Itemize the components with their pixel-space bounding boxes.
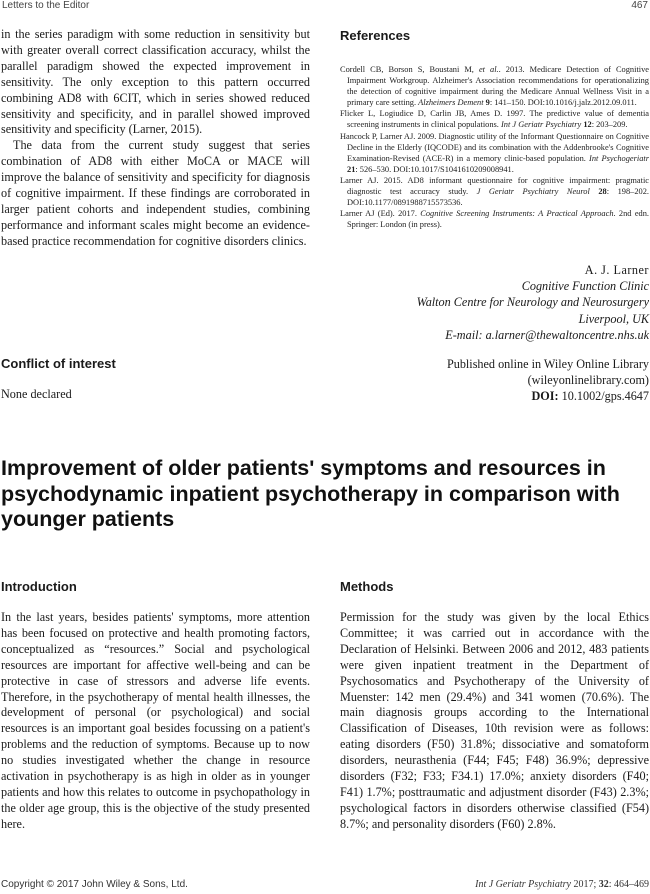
publication-line: Published online in Wiley Online Library bbox=[446, 357, 649, 371]
copyright-notice: Copyright © 2017 John Wiley & Sons, Ltd. bbox=[1, 879, 188, 890]
conflict-text: None declared bbox=[1, 387, 72, 401]
affiliation-line: Walton Centre for Neurology and Neurosurgery bbox=[416, 295, 649, 310]
author-email: E-mail: a.larner@thewaltoncentre.nhs.uk bbox=[445, 327, 649, 342]
author-name: A. J. Larner bbox=[584, 263, 649, 277]
reference-item: Larner AJ. 2015. AD8 informant questionnaire for cognitive impairment: pragmatic diagnostic test accuracy study. J Geriatr Psychiatry Neurol 28: 198–202. DOI:10.1177/0891988715573536. bbox=[340, 175, 649, 208]
introduction-text: In the last years, besides patients' symptoms, more attention has been focused on protective and health promoting factors, conceptualized as “resources.” Social and psychological resources are important for affective well-being and can be protective in case of stressors and adverse life events. Therefore, in the psychotherapy of mental health illnesses, the development of personal (or psychological) and social resources is an important goal besides focussing on a patient's problems and the reduction of symptoms. Because up to now no studies investigated whether the change in resource activation in psychotherapy is as high in older as in younger patients and how this relates to outcome in psychopathology in the older age group, this is the objective of the study presented here. bbox=[1, 610, 310, 831]
introduction-heading: Introduction bbox=[1, 579, 77, 594]
journal-citation: Int J Geriatr Psychiatry 2017; 32: 464–469 bbox=[475, 879, 649, 890]
references-heading: References bbox=[340, 28, 411, 43]
reference-item: Larner AJ (Ed). 2017. Cognitive Screening Instruments: A Practical Approach. 2nd edn. Springer: London (in press). bbox=[340, 209, 650, 230]
publication-url: (wileyonlinelibrary.com) bbox=[527, 373, 649, 388]
reference-item: Flicker L, Logiudice D, Carlin JB, Ames D. 1997. The predictive value of dementia screening instruments in clinical populations. Int J Geriatr Psychiatry 12: 203–209. bbox=[340, 109, 649, 130]
doi-line: DOI: 10.1002/gps.4647 bbox=[531, 389, 649, 404]
reference-list bbox=[340, 64, 649, 230]
article-title: Improvement of older patients' symptoms and resources in psychodynamic inpatient psychotherapy in comparison with younger patients bbox=[1, 456, 620, 531]
methods-heading: Methods bbox=[340, 579, 394, 594]
running-header-left: Letters to the Editor bbox=[2, 0, 90, 11]
conflict-heading: Conflict of interest bbox=[1, 356, 116, 371]
affiliation-line: Cognitive Function Clinic bbox=[521, 279, 649, 294]
affiliation-line: Liverpool, UK bbox=[578, 311, 649, 326]
reference-item: Hancock P, Larner AJ. 2009. Diagnostic utility of the Informant Questionnaire on Cognitive Decline in the Elderly (IQCODE) and its combination with the Addenbrooke's Cognitive Examination-Revised (ACE-R) in a memory clinic-based population. Int Psychogeriatr 21: 526–530. DOI:10.1017/S1041610209008941. bbox=[340, 131, 649, 174]
letter-paragraph: in the series paradigm with some reduction in sensitivity but with greater overall correct classification accuracy, whilst the parallel paradigm showed the expected improvement in sensitivity. The only exception to this pattern occurred combining AD8 with 6CIT, which in series showed reduced sensitivity and specificity, and in parallel showed improved sensitivity and specificity (Larner, 2015). bbox=[1, 27, 310, 137]
page-number: 467 bbox=[631, 0, 648, 11]
letter-body bbox=[1, 27, 310, 250]
author-signature bbox=[329, 262, 649, 343]
publication-info bbox=[329, 356, 649, 405]
methods-text: Permission for the study was given by the local Ethics Committee; it was carried out in accordance with the Declaration of Helsinki. Between 2006 and 2012, 483 patients were given inpatient treatment in the Department of Psychosomatics and Psychotherapy of the University of Muenster: 142 men (29.4%) and 341 women (70.6%). The main diagnosis groups according to the International Classification of Diseases, 10th revision were as follows: eating disorders (F50) 31.8%; dissociative and somatoform disorders, neurasthenia (F44; F45; F48) 36.9%; depressive disorders (F32; F33; F34.1) 17.0%; anxiety disorders (F40; F41) 1.7%; posttraumatic and adjustment disorder (F43) 2.3%; psychological factors in disorders otherwise classified (F54) 8.7%; and personality disorders (F60) 2.8%. bbox=[340, 610, 649, 831]
letter-paragraph: The data from the current study suggest that series combination of AD8 with either MoCA or MACE will improve the balance of sensitivity and specificity for diagnosis of cognitive impairment. If these findings are corroborated in larger patient cohorts and independent studies, combining performance and informant scales might become an evidence-based practice recommendation for cognitive disorders clinics. bbox=[1, 138, 310, 248]
reference-item: Cordell CB, Borson S, Boustani M, et al.. 2013. Medicare Detection of Cognitive Impairment Workgroup. Alzheimer's Association recommendations for operationalizing the detection of cognitive impairment during the Medicare Annual Wellness Visit in a primary care setting. Alzheimers Dement 9: 141–150. DOI:10.1016/j.jalz.2012.09.011. bbox=[340, 65, 649, 108]
